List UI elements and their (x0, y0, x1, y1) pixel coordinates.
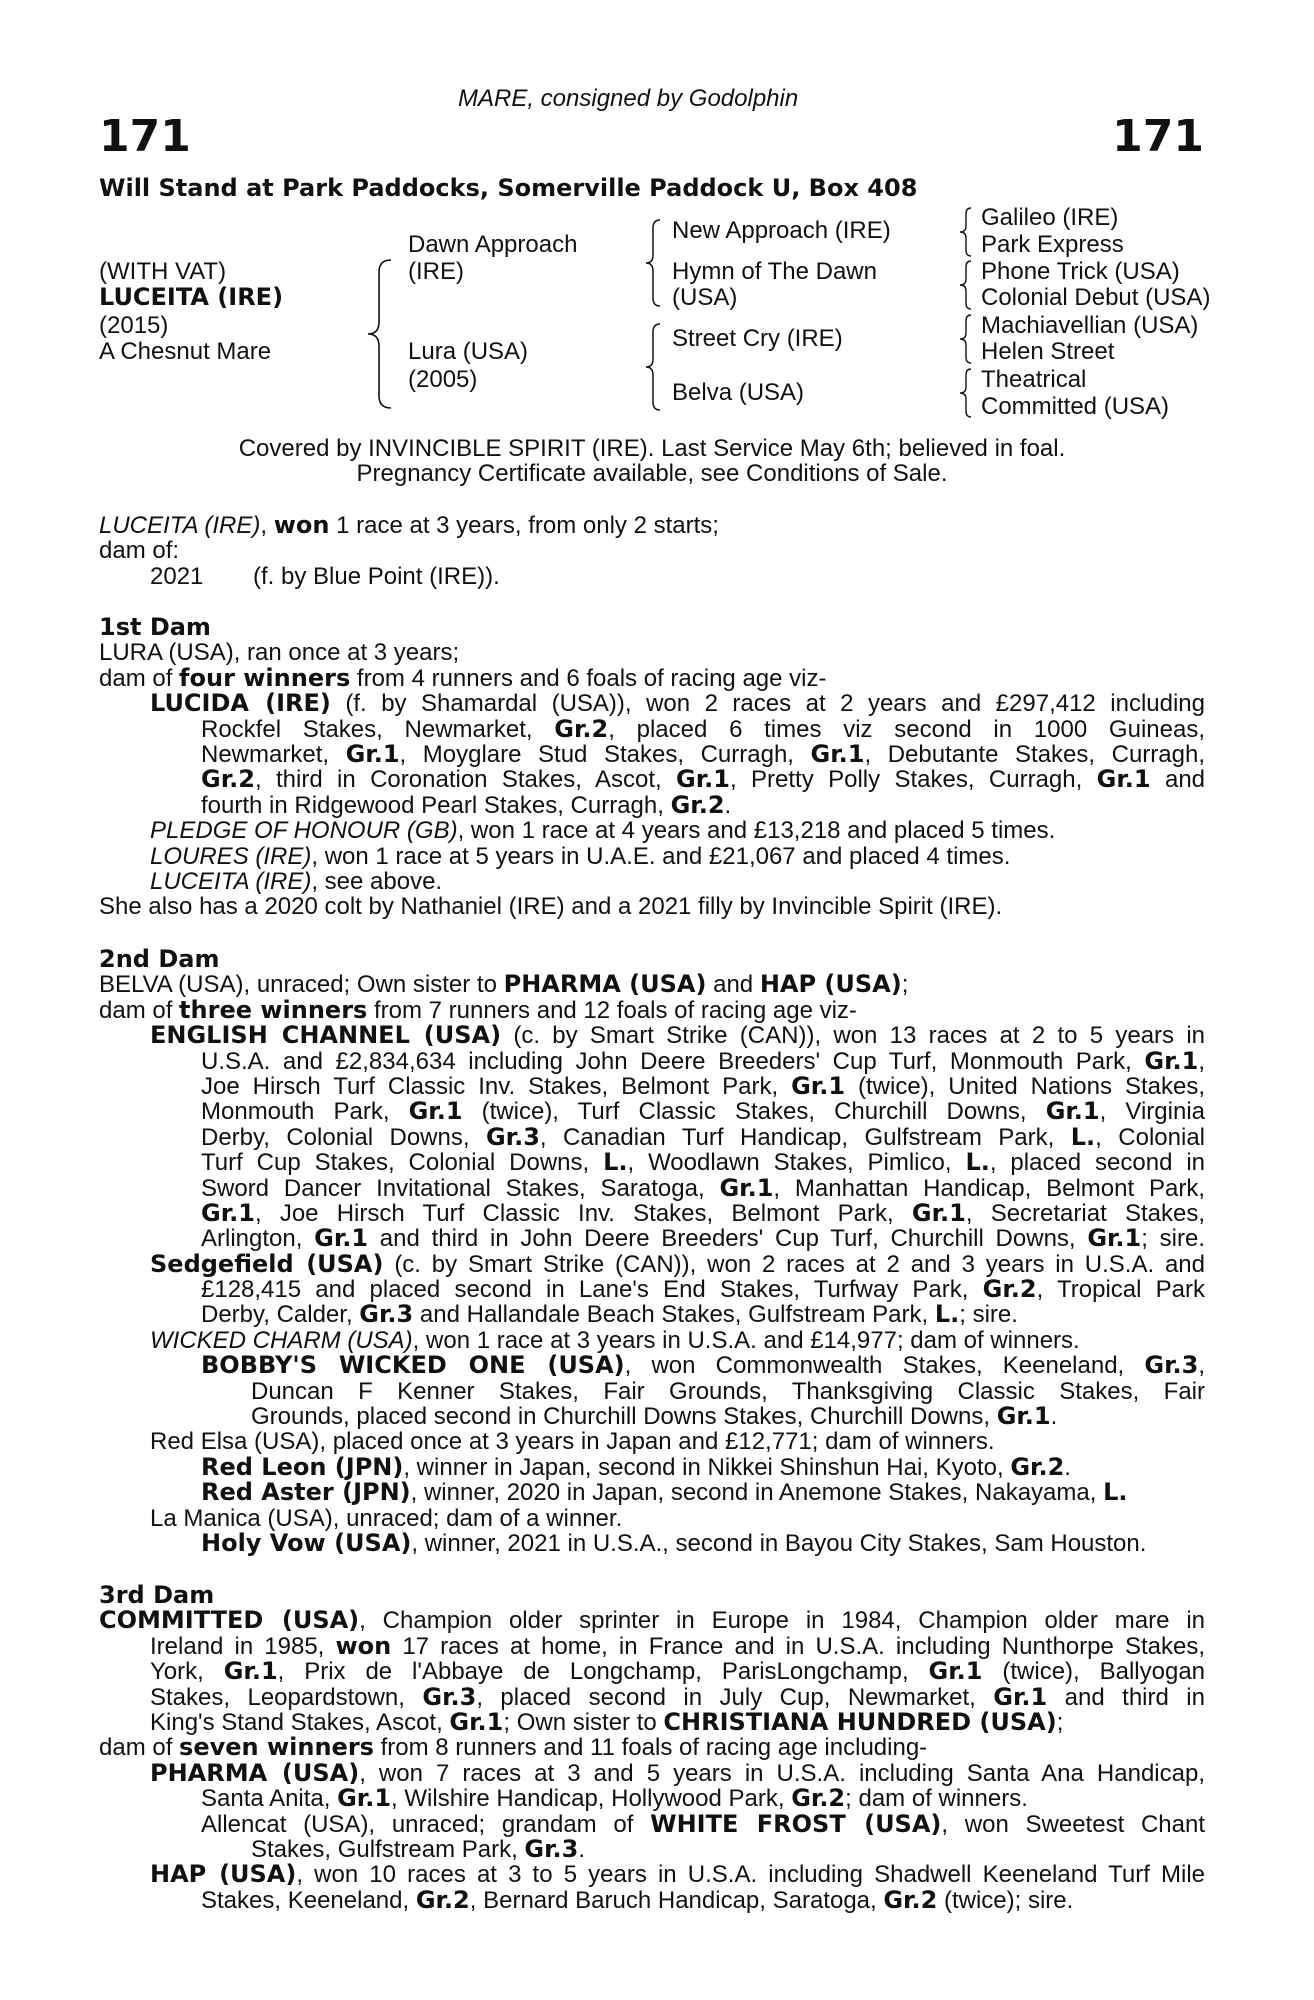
holy-vow-entry: Holy Vow (USA), winner, 2021 in U.S.A., second in Bayou City Stakes, Sam Houston. (201, 1528, 1147, 1557)
second-dam-section: 2nd Dam BELVA (USA), unraced; Own sister to PHARMA (USA) and HAP (USA); dam of three winners from 7 runners and 12 foals of racing age viz- ENGLISH CHANNEL (USA) (c. by Smart Strike (CAN)), won 13 races at 2 to 5 years in U.S.A. and £2,834,634 including John Deere Breeders' Cup Turf, Monmouth Park, Gr.1, Joe Hirsch Turf Classic Inv. Stakes, Belmont Park, Gr.1 (twice), United Nations Stakes, Monmouth Park, Gr.1 (twice), Turf Classic Stakes, Churchill Downs, Gr.1, Virginia Derby, Colonial Downs, Gr.3, Canadian Turf Handicap, Gulfstream Park, L., Colonial Turf Cup Stakes, Colonial Downs, L., Woodlawn Stakes, Pimlico, L., placed second in Sword Dancer Invitational Stakes, Saratoga, Gr.1, Manhattan Handicap, Belmont Park, Gr.1, Joe Hirsch Turf Classic Inv. Stakes, Belmont Park, Gr.1, Secretariat Stakes, Arlington, Gr.1 and third in John Deere Breeders' Cup Turf, Churchill Downs, Gr.1; sire. Sedgefield (USA) (c. by Smart Strike (CAN)), won 2 races at 2 and 3 years in U.S.A. and £128,415 and placed second in Lane's End Stakes, Turfway Park, Gr.2, Tropical Park Derby, Calder, Gr.3 and Hallandale Beach Stakes, Gulfstream Park, L.; sire. WICKED CHARM (USA), won 1 race at 3 years in U.S.A. and £14,977; dam of winners. BOBBY'S WICKED ONE (USA), won Commonwealth Stakes, Keeneland, Gr.3, Duncan F Kenner Stakes, Fair Grounds, Thanksgiving Classic Stakes, Fair Grounds, placed second in Churchill Downs Stakes, Churchill Downs, Gr.1. Red Elsa (USA), placed once at 3 years in Japan and £12,771; dam of winners. Red Leon (JPN), winner in Japan, second in Nikkei Shinshun Hai, Kyoto, Gr.2. Red Aster (JPN), winner, 2020 in Japan, second in Anemone Stakes, Nakayama, L. La Manica (USA), unraced; dam of a winner. Holy Vow (USA), winner, 2021 in U.S.A., second in Bayou City Stakes, Sam Houston. (99, 945, 1206, 1557)
intro-section: LUCEITA (IRE), won 1 race at 3 years, from only 2 starts; dam of: 2021 (f. by Blue Point (IRE)). (99, 513, 1205, 589)
wicked-charm-entry: WICKED CHARM (USA), won 1 race at 3 years in U.S.A. and £14,977; dam of winners. (150, 1326, 1080, 1354)
luceita-entry: LUCEITA (IRE), see above. (150, 867, 443, 895)
intro-name: LUCEITA (IRE) (99, 512, 261, 539)
lot-number-left: 171 (99, 111, 191, 162)
granddam-paternal-suffix: (USA) (672, 284, 738, 311)
third-dam-heading: 3rd Dam (99, 1581, 215, 1609)
sire-name: Dawn Approach (408, 231, 578, 258)
pedigree-brace-g4-1 (958, 206, 974, 258)
second-dam-heading: 2nd Dam (99, 945, 220, 973)
first-dam-heading: 1st Dam (99, 613, 211, 641)
gen4-5: Machiavellian (USA) (981, 312, 1199, 339)
grandsire-maternal: Street Cry (IRE) (672, 325, 843, 352)
gen4-7: Theatrical (981, 366, 1087, 393)
granddam-maternal: Belva (USA) (672, 379, 805, 406)
gen4-6: Helen Street (981, 338, 1115, 365)
pledge-entry: PLEDGE OF HONOUR (GB), won 1 race at 4 years and £13,218 and placed 5 times. (150, 817, 1056, 845)
consignment-line: MARE, consigned by Godolphin (458, 85, 799, 112)
loures-entry: LOURES (IRE), won 1 race at 5 years in U.A.E. and £21,067 and placed 4 times. (150, 842, 1011, 870)
grandsire-paternal: New Approach (IRE) (672, 217, 891, 244)
pedigree-brace-g4-4 (958, 367, 974, 419)
gen4-1: Galileo (IRE) (981, 204, 1119, 231)
pedigree-brace-g4-3 (958, 313, 974, 365)
dam-of-label: dam of: (99, 537, 180, 565)
progeny-row: 2021 (f. by Blue Point (IRE)). (150, 562, 500, 590)
pedigree-brace-g4-2 (958, 259, 974, 311)
lucida-entry: LUCIDA (IRE) (f. by Shamardal (USA)), won 2 races at 2 years and £297,412 including (150, 689, 1206, 718)
allencat-entry: Allencat (USA), unraced; grandam of WHITE FROST (USA), won Sweetest Chant (201, 1809, 1205, 1838)
gen4-3: Phone Trick (USA) (981, 258, 1180, 285)
granddam-paternal: Hymn of The Dawn (672, 258, 877, 285)
foaling-year: (2015) (99, 312, 169, 339)
lot-number-right: 171 (1112, 111, 1204, 162)
horse-description: A Chesnut Mare (99, 338, 272, 365)
red-leon-entry: Red Leon (JPN), winner in Japan, second in Nikkei Shinshun Hai, Kyoto, Gr.2. (201, 1452, 1071, 1481)
sedgefield-entry: Sedgefield (USA) (c. by Smart Strike (CAN)), won 2 races at 2 and 3 years in U.S.A. and (150, 1249, 1206, 1278)
covered-note-2: Pregnancy Certificate available, see Conditions of Sale. (356, 460, 948, 487)
first-dam-section: 1st Dam LURA (USA), ran once at 3 years; dam of four winners from 4 runners and 6 foals of racing age viz- LUCIDA (IRE) (f. by Shamardal (USA)), won 2 races at 2 years and £297,412 including Rockfel Stakes, Newmarket, Gr.2, placed 6 times viz second in 1000 Guineas, Newmarket, Gr.1, Moyglare Stud Stakes, Curragh, Gr.1, Debutante Stakes, Curragh, Gr.2, third in Coronation Stakes, Ascot, Gr.1, Pretty Polly Stakes, Curragh, Gr.1 and fourth in Ridgewood Pearl Stakes, Curragh, Gr.2. PLEDGE OF HONOUR (GB), won 1 race at 4 years and £13,218 and placed 5 times. LOURES (IRE), won 1 race at 5 years in U.A.E. and £21,067 and placed 4 times. LUCEITA (IRE), see above. She also has a 2020 colt by Nathaniel (IRE) and a 2021 filly by Invincible Spirit (IRE). (99, 613, 1206, 921)
sire-suffix: (IRE) (408, 258, 464, 285)
pedigree-brace-main (365, 258, 395, 410)
la-manica-entry: La Manica (USA), unraced; dam of a winner. (150, 1504, 623, 1532)
dam-name: Lura (USA) (408, 338, 529, 365)
hap-entry: HAP (USA), won 10 races at 3 to 5 years in U.S.A. including Shadwell Keeneland Turf Mile (150, 1860, 1206, 1889)
stand-location: Will Stand at Park Paddocks, Somerville Paddock U, Box 408 (99, 174, 918, 202)
pharma-entry: PHARMA (USA), won 7 races at 3 and 5 years in U.S.A. including Santa Ana Handicap, (150, 1758, 1205, 1787)
bobbys-wicked-one-entry: BOBBY'S WICKED ONE (USA), won Commonwealth Stakes, Keeneland, Gr.3, (201, 1351, 1205, 1380)
won-label: won (273, 511, 330, 539)
third-dam-section: 3rd Dam COMMITTED (USA), Champion older sprinter in Europe in 1984, Champion older mare in Ireland in 1985, won 17 races at home, in France and in U.S.A. including Nunthorpe Stakes, York, Gr.1, Prix de l'Abbaye de Longchamp, ParisLongchamp, Gr.1 (twice), Ballyogan Stakes, Leopardstown, Gr.3, placed second in July Cup, Newmarket, Gr.1 and third in King's Stand Stakes, Ascot, Gr.1; Own sister to CHRISTIANA HUNDRED (USA); dam of seven winners from 8 runners and 11 foals of racing age including- PHARMA (USA), won 7 races at 3 and 5 years in U.S.A. including Santa Ana Handicap, Santa Anita, Gr.1, Wilshire Handicap, Hollywood Park, Gr.2; dam of winners. Allencat (USA), unraced; grandam of WHITE FROST (USA), won Sweetest Chant Stakes, Gulfstream Park, Gr.3. HAP (USA), won 10 races at 3 to 5 years in U.S.A. including Shadwell Keeneland Turf Mile Stakes, Keeneland, Gr.2, Bernard Baruch Handicap, Saratoga, Gr.2 (twice); sire. (99, 1581, 1206, 1914)
gen4-4: Colonial Debut (USA) (981, 284, 1211, 311)
pedigree-brace-dam (644, 322, 664, 412)
red-aster-entry: Red Aster (JPN), winner, 2020 in Japan, second in Anemone Stakes, Nakayama, L. (201, 1478, 1128, 1507)
english-channel-entry: ENGLISH CHANNEL (USA) (c. by Smart Strike (CAN)), won 13 races at 2 to 5 years in (150, 1021, 1205, 1050)
gen4-2: Park Express (981, 231, 1124, 258)
dam-year: (2005) (408, 366, 478, 393)
horse-name: LUCEITA (IRE) (99, 283, 284, 311)
covered-note-1: Covered by INVINCIBLE SPIRIT (IRE). Last Service May 6th; believed in foal. (238, 435, 1066, 462)
pedigree-brace-sire (644, 218, 664, 308)
red-elsa-entry: Red Elsa (USA), placed once at 3 years in Japan and £12,771; dam of winners. (150, 1428, 995, 1456)
gen4-8: Committed (USA) (981, 393, 1170, 420)
vat-note: (WITH VAT) (99, 258, 227, 285)
